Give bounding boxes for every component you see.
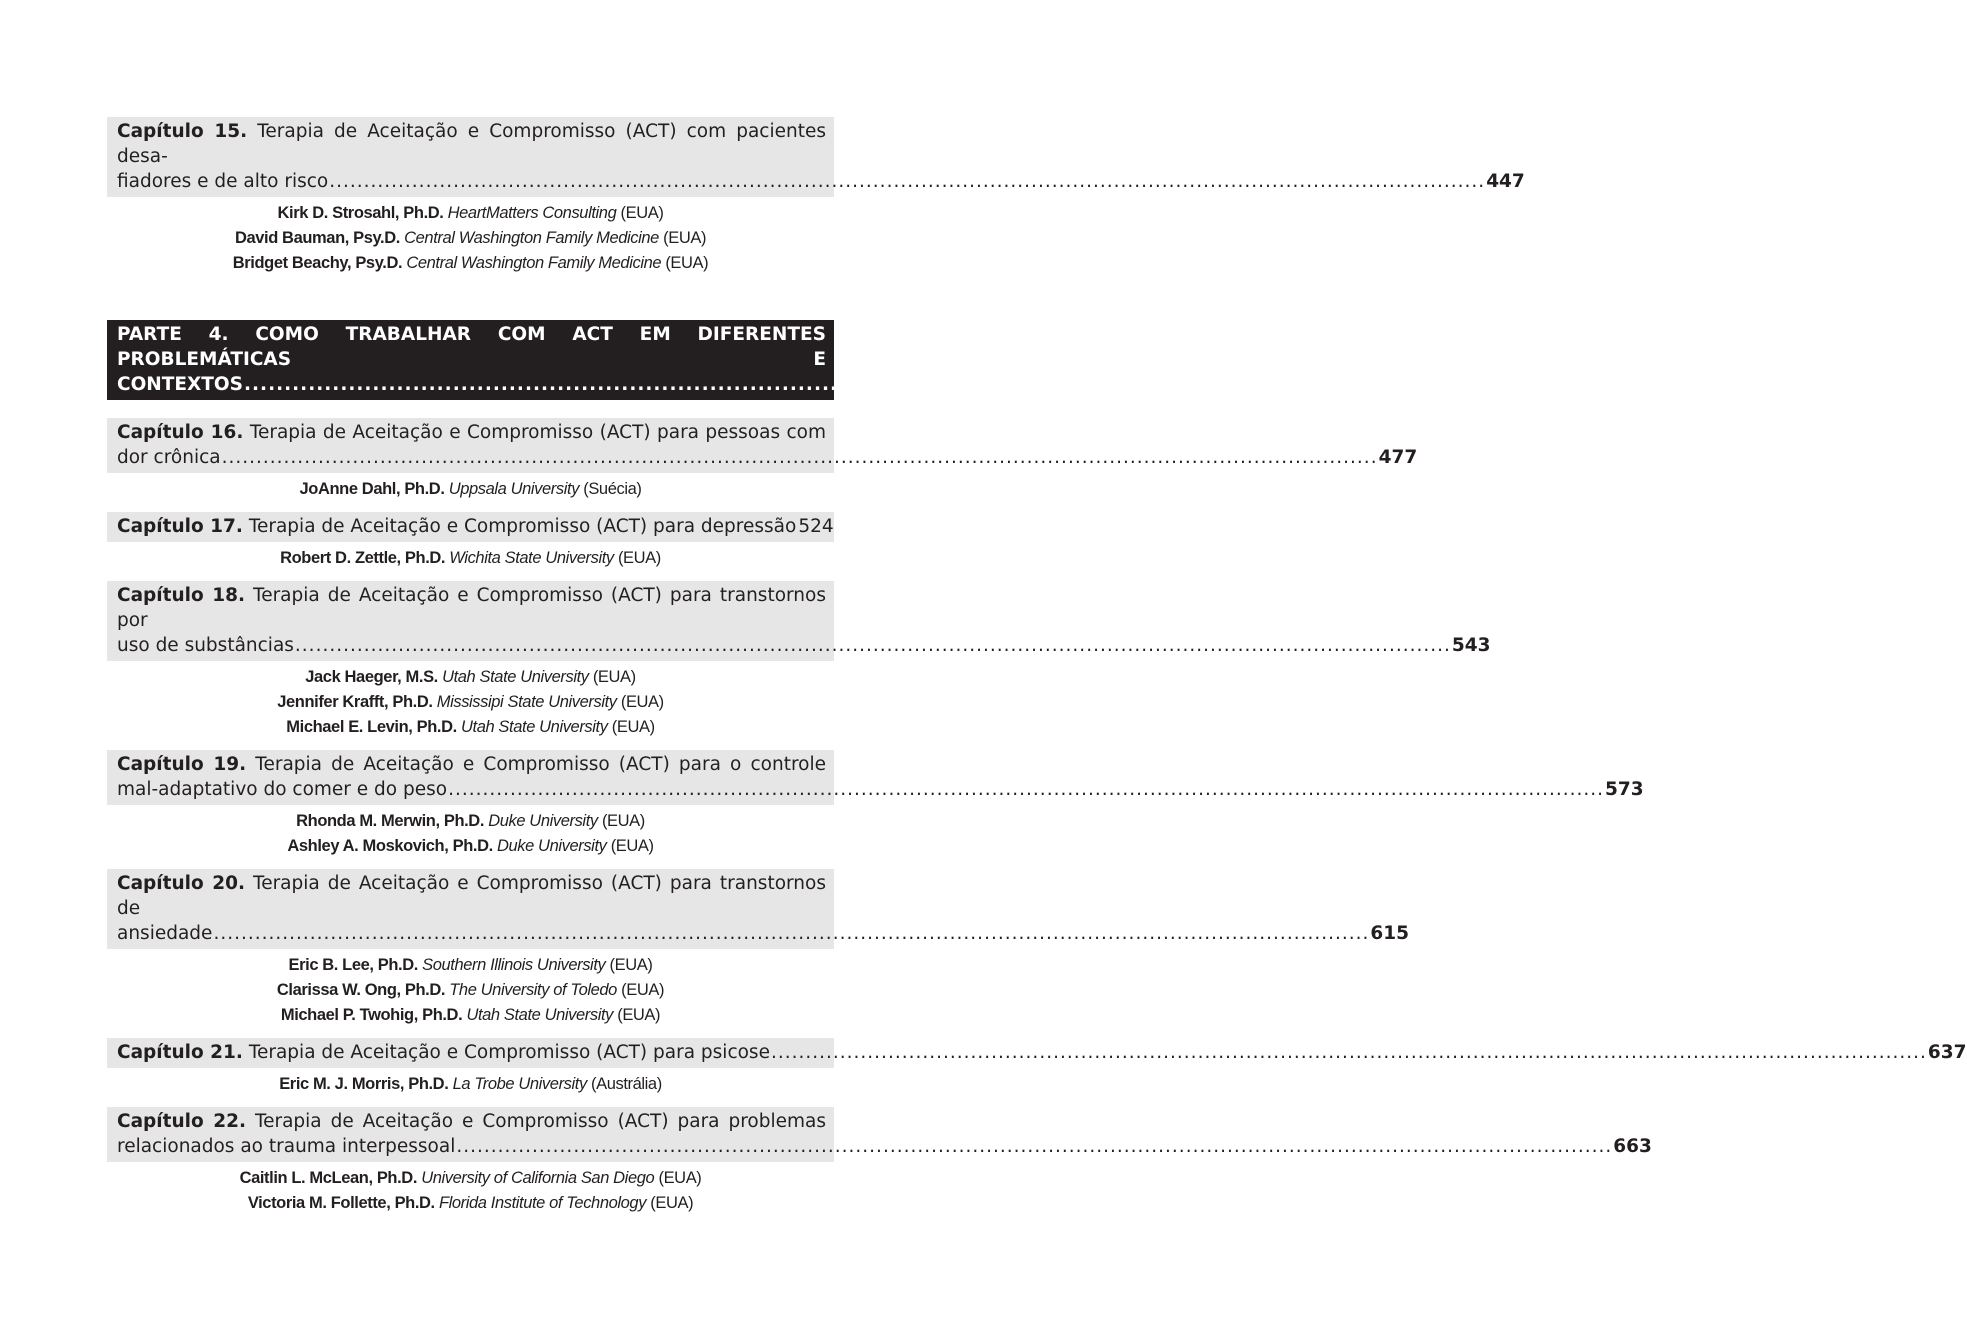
leader-dots: ........................................................................................................................................................................	[456, 1136, 1613, 1157]
author-name: Robert D. Zettle, Ph.D.	[280, 549, 446, 567]
chapter-title-line1	[117, 871, 826, 921]
chapter-title-line	[117, 514, 834, 539]
author-country: (EUA)	[620, 693, 664, 711]
author-line	[107, 809, 834, 834]
chapter-title-line2	[117, 777, 1644, 802]
author-name: Michael P. Twohig, Ph.D.	[280, 1006, 463, 1024]
author-line	[107, 953, 834, 978]
chapter-title-text: Terapia de Aceitação e Compromisso (ACT) para transtornos de	[117, 873, 826, 919]
author-line	[107, 251, 834, 276]
chapter-entry	[107, 581, 1491, 661]
author-name: Clarissa W. Ong, Ph.D.	[276, 981, 446, 999]
part-title-line2	[117, 372, 1633, 397]
author-institution: Duke University	[496, 837, 607, 855]
author-name: Eric B. Lee, Ph.D.	[288, 956, 418, 974]
chapter-title	[117, 1040, 770, 1065]
chapter-entry	[107, 512, 834, 542]
author-line	[107, 226, 834, 251]
author-country: (Austrália)	[591, 1075, 662, 1093]
author-line	[107, 1166, 834, 1191]
author-line	[107, 1003, 834, 1028]
author-line	[107, 834, 834, 859]
leader-dots: ........................................................................................................................................................................	[243, 374, 1593, 395]
author-name: Rhonda M. Merwin, Ph.D.	[296, 812, 485, 830]
part-title-text: CONTEXTOS	[117, 374, 243, 395]
chapter-entry	[107, 418, 1418, 473]
leader-dots: ........................................................................................................................................................................	[329, 171, 1486, 192]
author-institution: University of California San Diego	[421, 1169, 655, 1187]
leader-dots: ........................................................................................................................................................................	[221, 447, 1378, 468]
chapter-label: Capítulo 18.	[117, 585, 246, 606]
leader-dots: ........................................................................................................................................................................	[213, 923, 1370, 944]
chapter-page-number: 477	[1378, 447, 1418, 468]
author-country: (EUA)	[601, 812, 645, 830]
author-institution: The University of Toledo	[449, 981, 617, 999]
author-country: (EUA)	[617, 1006, 661, 1024]
chapter-title-line1	[117, 752, 826, 777]
author-institution: Utah State University	[466, 1006, 614, 1024]
chapter-authors	[107, 1068, 834, 1107]
chapter-authors	[107, 473, 834, 512]
chapter-authors	[107, 949, 834, 1038]
chapter-entry	[107, 1038, 1967, 1068]
chapter-title-text: Terapia de Aceitação e Compromisso (ACT) com pacientes desa-	[117, 121, 826, 167]
chapter-title-text: Terapia de Aceitação e Compromisso (ACT) para depressão	[248, 516, 797, 537]
author-name: Bridget Beachy, Psy.D.	[232, 254, 403, 272]
chapter-label: Capítulo 16.	[117, 422, 244, 443]
part-heading	[107, 320, 1633, 400]
chapter-authors	[107, 1162, 834, 1226]
part-page-number: 475	[1593, 374, 1633, 395]
author-institution: Florida Institute of Technology	[438, 1194, 647, 1212]
author-institution: Wichita State University	[449, 549, 614, 567]
author-country: (Suécia)	[583, 480, 642, 498]
author-country: (EUA)	[611, 718, 655, 736]
chapter-title-line2	[117, 1134, 1652, 1159]
author-name: Kirk D. Strosahl, Ph.D.	[277, 204, 444, 222]
author-name: JoAnne Dahl, Ph.D.	[299, 480, 445, 498]
author-country: (EUA)	[658, 1169, 702, 1187]
author-line	[107, 715, 834, 740]
author-institution: Central Washington Family Medicine	[404, 229, 659, 247]
chapter-page-number: 447	[1486, 171, 1525, 192]
chapter-title-continued: dor crônica	[117, 447, 221, 468]
author-line	[107, 665, 834, 690]
chapter-page-number: 573	[1605, 779, 1644, 800]
chapter-title	[117, 514, 796, 539]
author-country: (EUA)	[621, 981, 665, 999]
chapter-title-text: Terapia de Aceitação e Compromisso (ACT) para pessoas com	[249, 422, 826, 443]
chapter-title-line1	[117, 119, 826, 169]
chapter-title-text: Terapia de Aceitação e Compromisso (ACT) para problemas	[254, 1111, 826, 1132]
chapter-label: Capítulo 19.	[117, 754, 247, 775]
author-institution: La Trobe University	[452, 1075, 587, 1093]
chapter-title-line1	[117, 583, 826, 633]
leader-dots: ........................................................................................................................................................................	[294, 635, 1451, 656]
chapter-label: Capítulo 17.	[117, 516, 243, 537]
chapter-authors	[107, 661, 834, 750]
chapter-page-number: 637	[1927, 1042, 1967, 1063]
author-line	[107, 477, 834, 502]
author-line	[107, 978, 834, 1003]
chapter-title-text: Terapia de Aceitação e Compromisso (ACT) para o controle	[255, 754, 826, 775]
chapter-label: Capítulo 15.	[117, 121, 248, 142]
author-name: Victoria M. Follette, Ph.D.	[247, 1194, 435, 1212]
author-name: Caitlin L. McLean, Ph.D.	[239, 1169, 417, 1187]
author-country: (EUA)	[609, 956, 653, 974]
author-institution: Duke University	[488, 812, 598, 830]
author-line	[107, 1072, 834, 1097]
leader-dots: ........................................................................................................................................................................	[448, 779, 1605, 800]
author-name: David Bauman, Psy.D.	[234, 229, 400, 247]
author-country: (EUA)	[620, 204, 664, 222]
chapter-label: Capítulo 22.	[117, 1111, 246, 1132]
part-title-line1: PARTE 4. COMO TRABALHAR COM ACT EM DIFERENTES PROBLEMÁTICAS E	[117, 324, 826, 370]
chapter-title-line	[117, 1040, 1967, 1065]
chapter-page-number: 543	[1451, 635, 1491, 656]
chapter-title-continued: uso de substâncias	[117, 635, 294, 656]
chapter-title-line1	[117, 420, 826, 445]
author-name: Jennifer Krafft, Ph.D.	[277, 693, 433, 711]
chapter-label: Capítulo 21.	[117, 1042, 243, 1063]
chapter-title-continued: ansiedade	[117, 923, 213, 944]
author-institution: Utah State University	[442, 668, 589, 686]
author-name: Ashley A. Moskovich, Ph.D.	[287, 837, 493, 855]
chapters-after-part	[107, 418, 1967, 1226]
author-line	[107, 546, 834, 571]
author-country: (EUA)	[617, 549, 661, 567]
author-name: Jack Haeger, M.S.	[305, 668, 438, 686]
author-institution: HeartMatters Consulting	[447, 204, 617, 222]
author-line	[107, 201, 834, 226]
author-institution: Utah State University	[461, 718, 608, 736]
chapter-authors	[107, 805, 834, 869]
author-name: Michael E. Levin, Ph.D.	[286, 718, 457, 736]
chapter-title-line2	[117, 445, 1418, 470]
chapter-page-number: 663	[1613, 1136, 1652, 1157]
chapter-authors	[107, 542, 834, 581]
author-country: (EUA)	[610, 837, 654, 855]
chapters-before-part	[107, 117, 1525, 286]
chapter-title-continued: fiadores e de alto risco	[117, 171, 329, 192]
chapter-page-number: 615	[1370, 923, 1410, 944]
chapter-title-line2	[117, 169, 1525, 194]
table-of-contents	[107, 117, 1967, 1226]
chapter-title-continued: mal-adaptativo do comer e do peso	[117, 779, 448, 800]
author-institution: Mississipi State University	[436, 693, 617, 711]
author-country: (EUA)	[650, 1194, 694, 1212]
chapter-entry	[107, 1107, 1652, 1162]
chapter-title-text: Terapia de Aceitação e Compromisso (ACT) para transtornos por	[117, 585, 826, 631]
chapter-entry	[107, 750, 1644, 805]
chapter-entry	[107, 117, 1525, 197]
leader-dots: ........................................................................................................................................................................	[770, 1042, 1927, 1063]
author-name: Eric M. J. Morris, Ph.D.	[279, 1075, 449, 1093]
author-line	[107, 690, 834, 715]
chapter-entry	[107, 869, 1410, 949]
author-country: (EUA)	[663, 229, 707, 247]
chapter-title-continued: relacionados ao trauma interpessoal	[117, 1136, 456, 1157]
author-institution: Central Washington Family Medicine	[406, 254, 662, 272]
author-country: (EUA)	[665, 254, 709, 272]
chapter-title-line1	[117, 1109, 826, 1134]
chapter-authors	[107, 197, 834, 286]
chapter-label: Capítulo 20.	[117, 873, 246, 894]
author-country: (EUA)	[592, 668, 636, 686]
chapter-page-number: 524	[798, 516, 834, 537]
author-institution: Southern Illinois University	[422, 956, 606, 974]
chapter-title-text: Terapia de Aceitação e Compromisso (ACT) para psicose	[248, 1042, 770, 1063]
author-institution: Uppsala University	[448, 480, 580, 498]
chapter-title-line2	[117, 633, 1491, 658]
author-line	[107, 1191, 834, 1216]
chapter-title-line2	[117, 921, 1410, 946]
